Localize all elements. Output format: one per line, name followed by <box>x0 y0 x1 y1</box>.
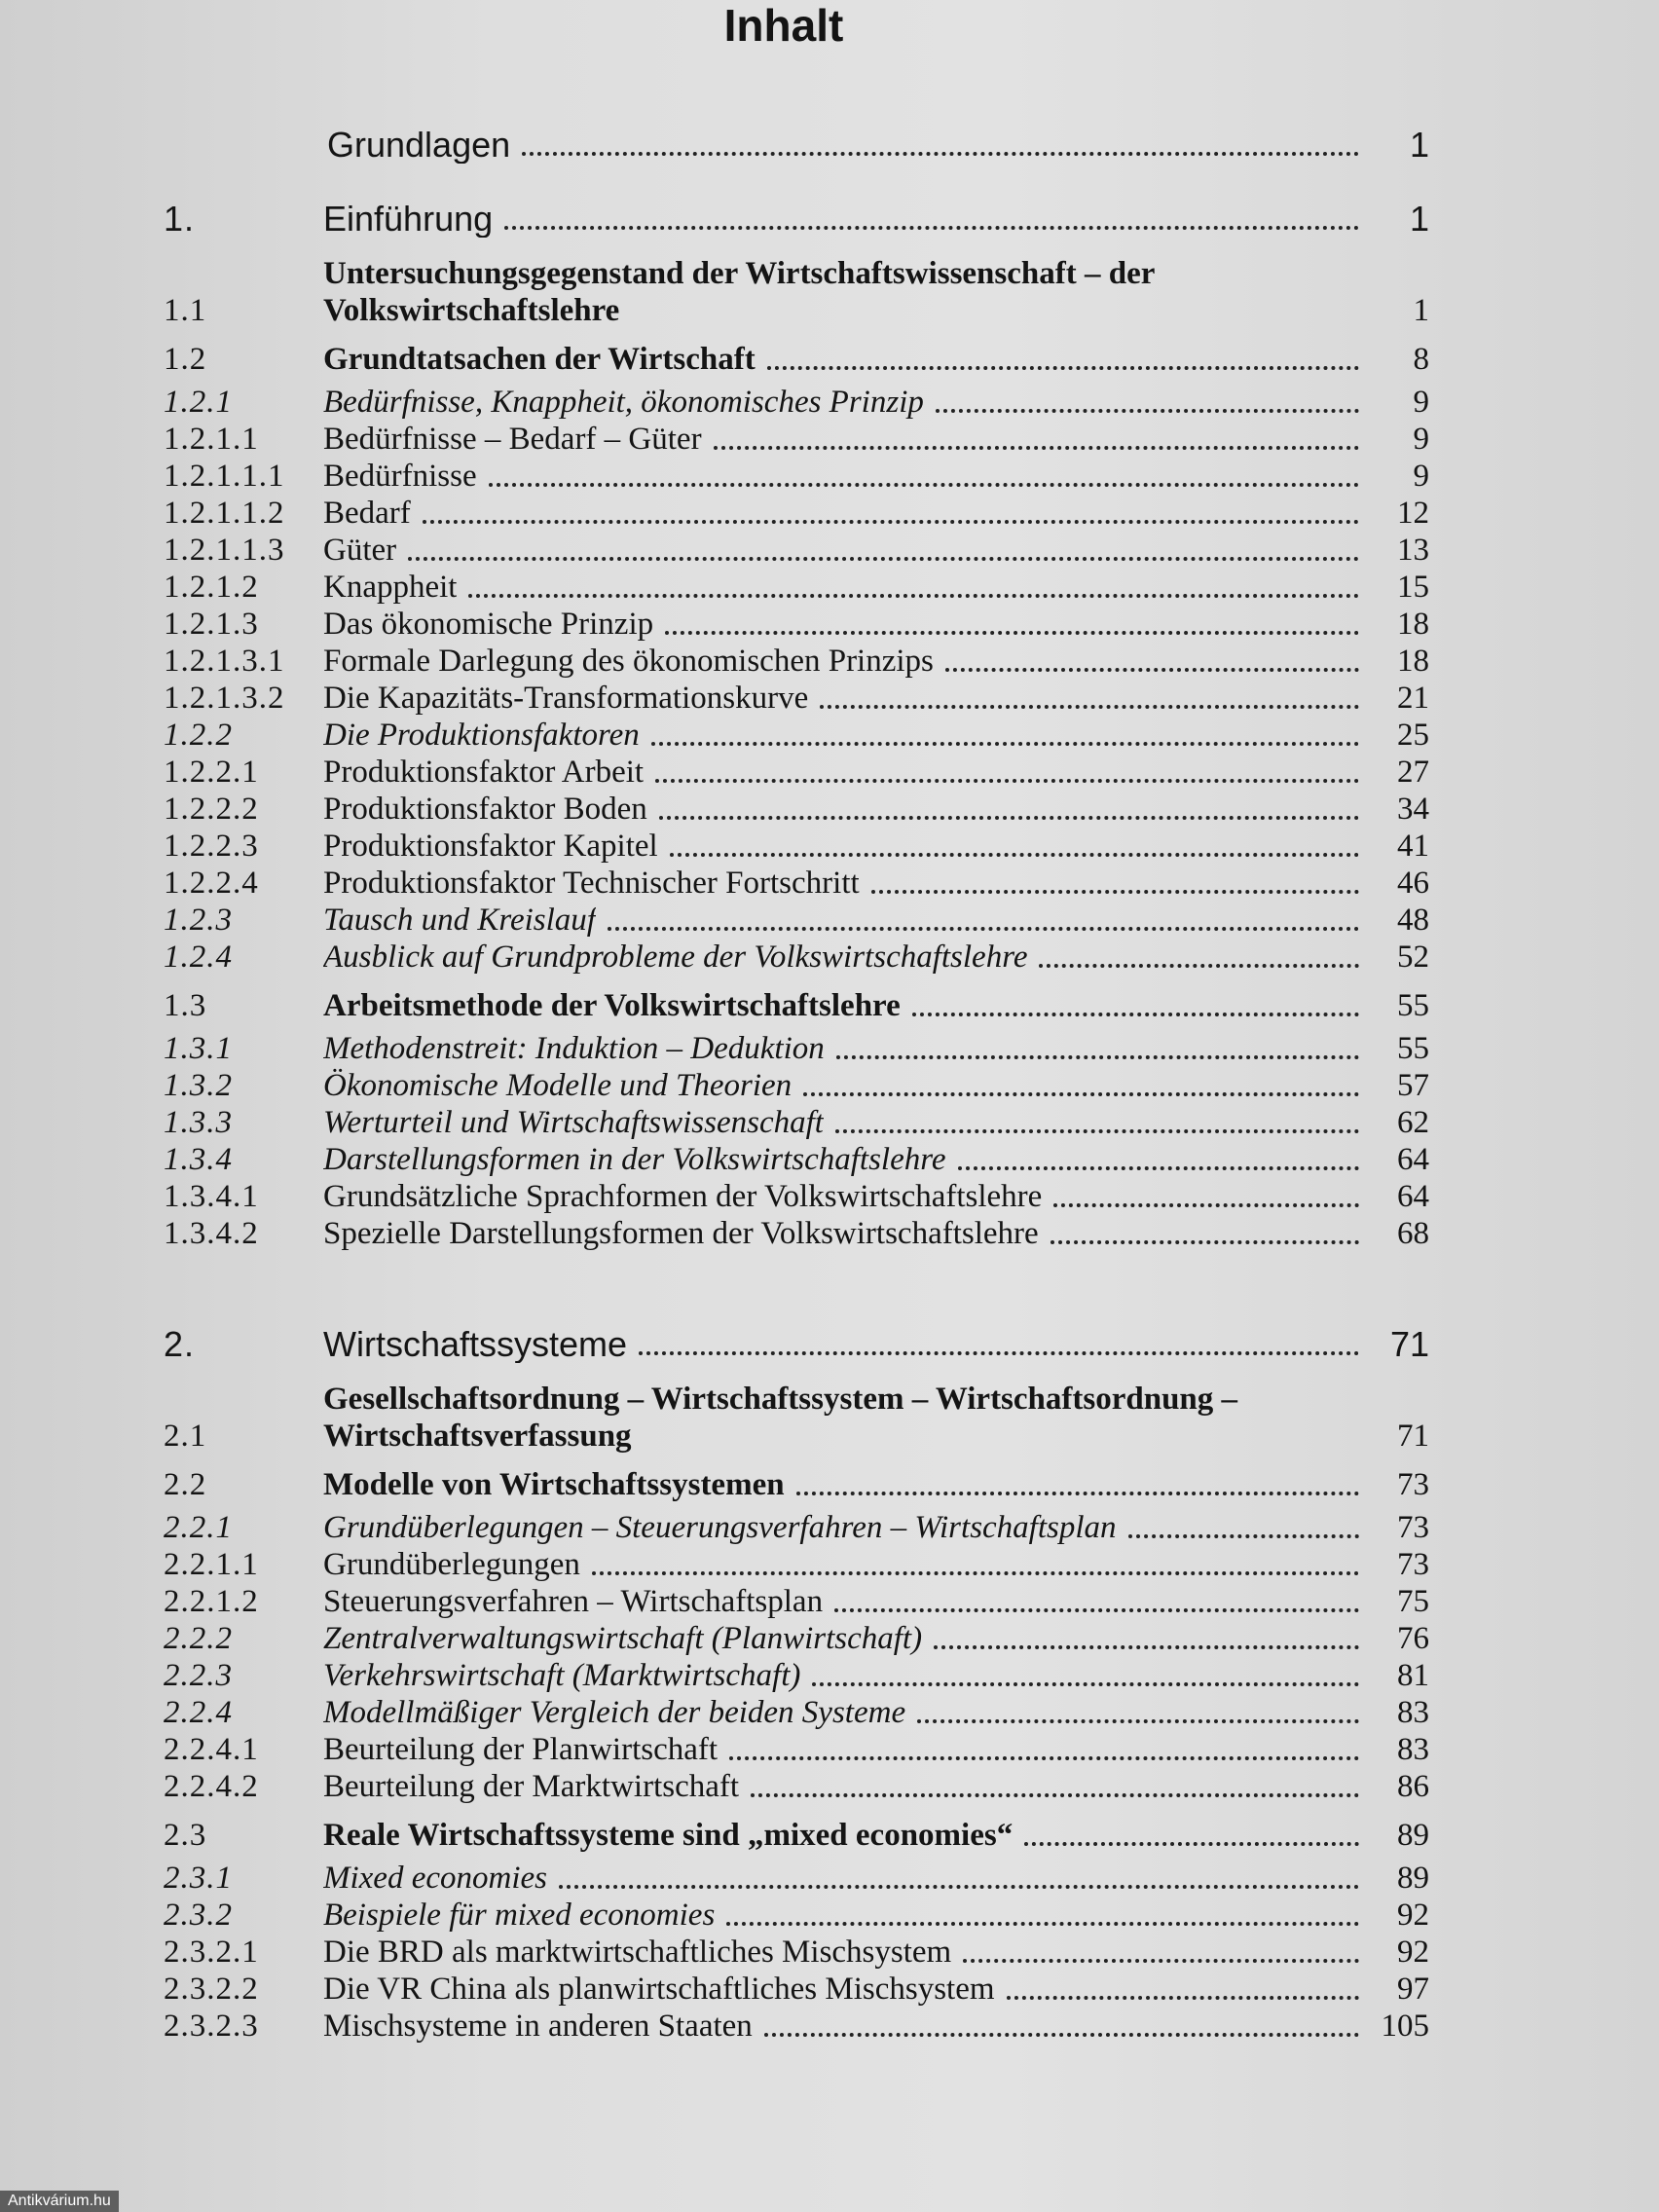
dot-leader <box>559 1885 1359 1889</box>
toc-entry <box>164 1215 1429 1252</box>
dot-leader <box>1053 1203 1359 1207</box>
toc-entry <box>164 1030 1429 1067</box>
toc-entry-title: Bedarf <box>323 496 411 531</box>
toc-entry-title: Produktionsfaktor Kapitel <box>323 829 658 864</box>
dot-leader <box>608 927 1359 931</box>
toc-entry-page: 62 <box>1397 1105 1429 1140</box>
toc-entry-number: 1.3.4.1 <box>164 1179 259 1214</box>
toc-entry-page: 92 <box>1397 1935 1429 1970</box>
dot-leader <box>912 1013 1359 1016</box>
toc-entry <box>164 902 1429 939</box>
toc-entry-title: Arbeitsmethode der Volkswirtschaftslehre <box>323 988 901 1023</box>
toc-entry-title: Bedürfnisse <box>323 459 477 494</box>
toc-entry <box>164 1067 1429 1104</box>
toc-entry <box>164 680 1429 717</box>
toc-entry-title: Zentralverwaltungswirtschaft (Planwirtschaft) <box>323 1621 923 1656</box>
toc-entry <box>164 127 1429 164</box>
toc-entry-page: 89 <box>1397 1818 1429 1853</box>
toc-entry-page: 73 <box>1397 1547 1429 1582</box>
toc-entry-number: 1.2.2.3 <box>164 829 259 864</box>
toc-entry-page: 9 <box>1413 422 1429 457</box>
toc-entry <box>164 1897 1429 1934</box>
toc-entry-page: 89 <box>1397 1861 1429 1896</box>
toc-entry-title: Grundtatsachen der Wirtschaft <box>323 342 756 377</box>
toc-entry-number: 1.2.1 <box>164 385 233 420</box>
toc-entry-page: 75 <box>1397 1584 1429 1619</box>
toc-entry-title: Güter <box>323 533 397 568</box>
toc-entry-page: 18 <box>1397 607 1429 642</box>
dot-leader <box>820 705 1359 709</box>
toc-entry-number: 1.1 <box>164 293 207 328</box>
toc-entry-page: 64 <box>1397 1142 1429 1177</box>
toc-entry-number: 2.1 <box>164 1419 207 1454</box>
toc-entry <box>164 1326 1429 1363</box>
dot-leader <box>1128 1534 1359 1538</box>
toc-entry-page: 64 <box>1397 1179 1429 1214</box>
dot-leader <box>726 1922 1359 1926</box>
toc-entry-number: 2.3.2.1 <box>164 1935 259 1970</box>
toc-entry-title: Produktionsfaktor Boden <box>323 792 647 827</box>
toc-entry-page: 41 <box>1397 829 1429 864</box>
toc-entry <box>164 1583 1429 1620</box>
toc-entry-number: 2.3.2 <box>164 1898 233 1933</box>
toc-entry-page: 21 <box>1397 681 1429 716</box>
toc-entry-title: Grundüberlegungen – Steuerungsverfahren – Wirtschaftsplan <box>323 1510 1117 1545</box>
toc-entry-page: 97 <box>1397 1972 1429 2007</box>
toc-entry <box>164 1104 1429 1141</box>
toc-entry-title: Produktionsfaktor Technischer Fortschritt <box>323 866 860 901</box>
toc-entry-page: 73 <box>1397 1467 1429 1502</box>
toc-entry <box>164 569 1429 606</box>
toc-entry-number: 2.2.1.2 <box>164 1584 259 1619</box>
toc-entry-number: 1.2.1.3.2 <box>164 681 285 716</box>
dot-leader <box>714 446 1359 450</box>
toc-entry-number: 1.2.1.3 <box>164 607 259 642</box>
toc-entry <box>164 1971 1429 2008</box>
toc-entry <box>164 987 1429 1024</box>
dot-leader <box>651 742 1359 746</box>
toc-entry-number: 1.2.1.2 <box>164 570 259 605</box>
toc-entry-page: 71 <box>1397 1419 1429 1454</box>
toc-entry-page: 68 <box>1397 1216 1429 1251</box>
toc-entry-number: 2.3.2.3 <box>164 2009 259 2044</box>
dot-leader <box>423 520 1359 524</box>
toc-entry-title: Modelle von Wirtschaftssystemen <box>323 1467 785 1502</box>
toc-entry <box>164 1466 1429 1503</box>
toc-entry <box>164 201 1429 238</box>
toc-entry-page: 71 <box>1389 1324 1429 1364</box>
dot-leader <box>1039 964 1359 968</box>
toc-entry-number: 1.2.2 <box>164 718 233 753</box>
toc-entry-number: 2.3.2.2 <box>164 1972 259 2007</box>
toc-entry-title: Spezielle Darstellungsformen der Volkswirtschaftslehre <box>323 1216 1039 1251</box>
toc-entry-title: Modellmäßiger Vergleich der beiden Systeme <box>323 1695 906 1730</box>
toc-entry-title: Die Produktionsfaktoren <box>323 718 640 753</box>
dot-leader <box>489 483 1359 487</box>
toc-entry-title: Grundüberlegungen <box>323 1547 580 1582</box>
toc-entry-page: 55 <box>1397 988 1429 1023</box>
toc-entry-number: 2.2.1 <box>164 1510 233 1545</box>
dot-leader <box>812 1682 1359 1686</box>
dot-leader <box>1007 1996 1359 2000</box>
toc-entry <box>164 1731 1429 1768</box>
dot-leader <box>836 1055 1359 1059</box>
toc-entry <box>164 1509 1429 1546</box>
toc-entry-title: Verkehrswirtschaft (Marktwirtschaft) <box>323 1658 801 1693</box>
toc-entry <box>164 1178 1429 1215</box>
toc-entry-number: 2. <box>164 1324 196 1364</box>
toc-entry <box>164 341 1429 378</box>
toc-entry-title: Darstellungsformen in der Volkswirtschaftslehre <box>323 1142 946 1177</box>
toc-entry <box>164 643 1429 680</box>
dot-leader <box>1051 1240 1359 1244</box>
toc-entry-page: 48 <box>1397 903 1429 938</box>
dot-leader <box>665 631 1359 635</box>
toc-entry-number: 1.3.3 <box>164 1105 233 1140</box>
toc-entry <box>164 384 1429 421</box>
dot-leader <box>659 816 1359 820</box>
dot-leader <box>958 1166 1359 1170</box>
dot-leader <box>934 1645 1359 1649</box>
toc-entry <box>164 458 1429 495</box>
table-of-contents <box>164 127 1429 2045</box>
toc-entry <box>164 532 1429 569</box>
toc-entry-title: Grundlagen <box>327 127 511 164</box>
toc-entry-title: Die VR China als planwirtschaftliches Mischsystem <box>323 1972 995 2007</box>
toc-entry-title: Grundsätzliche Sprachformen der Volkswirtschaftslehre <box>323 1179 1043 1214</box>
toc-entry-title: Die Kapazitäts-Transformationskurve <box>323 681 809 716</box>
toc-entry-page: 92 <box>1397 1898 1429 1933</box>
toc-entry-page: 73 <box>1397 1510 1429 1545</box>
dot-leader <box>764 2033 1359 2037</box>
toc-entry-number: 1.3 <box>164 988 207 1023</box>
toc-entry <box>164 1694 1429 1731</box>
toc-entry-title: Beispiele für mixed economies <box>323 1898 716 1933</box>
toc-entry-page: 1 <box>1409 125 1429 165</box>
toc-entry-page: 52 <box>1397 940 1429 975</box>
toc-entry <box>164 421 1429 458</box>
toc-entry-page: 1 <box>1413 293 1429 328</box>
toc-entry-title: Bedürfnisse – Bedarf – Güter <box>323 422 702 457</box>
toc-entry <box>164 754 1429 791</box>
toc-entry <box>164 606 1429 643</box>
toc-entry-number: 1.3.4.2 <box>164 1216 259 1251</box>
toc-entry <box>164 1860 1429 1897</box>
toc-entry-number: 1.2.2.4 <box>164 866 259 901</box>
dot-leader <box>835 1129 1359 1133</box>
toc-entry-title: Beurteilung der Planwirtschaft <box>323 1732 719 1767</box>
toc-entry-title: Mischsysteme in anderen Staaten <box>323 2009 753 2044</box>
page-title: Inhalt <box>723 0 844 51</box>
dot-leader <box>504 226 1359 230</box>
toc-entry-number: 1.2.1.1 <box>164 422 259 457</box>
toc-entry-title: Gesellschaftsordnung – Wirtschaftssystem – Wirtschaftsordnung – Wirtschaftsverfassung <box>323 1382 1238 1454</box>
toc-entry-title: Formale Darlegung des ökonomischen Prinzips <box>323 644 934 679</box>
toc-entry-title: Tausch und Kreislauf <box>323 903 596 938</box>
toc-entry <box>164 1381 1429 1455</box>
toc-entry-title: Ausblick auf Grundprobleme der Volkswirtschaftslehre <box>323 940 1028 975</box>
toc-entry <box>164 791 1429 828</box>
watermark-footer: Antikvárium.hu <box>0 2191 119 2212</box>
toc-entry-page: 55 <box>1397 1031 1429 1066</box>
dot-leader <box>1024 1842 1359 1846</box>
toc-entry-title: Wirtschaftssysteme <box>323 1326 628 1363</box>
toc-entry-number: 1.2.3 <box>164 903 233 938</box>
toc-entry-page: 8 <box>1413 342 1429 377</box>
toc-entry <box>164 1768 1429 1805</box>
toc-entry-number: 2.2.1.1 <box>164 1547 259 1582</box>
toc-entry-number: 2.2.4 <box>164 1695 233 1730</box>
toc-entry-number: 2.2.4.2 <box>164 1769 259 1804</box>
toc-entry-page: 57 <box>1397 1068 1429 1103</box>
toc-entry-page: 105 <box>1381 2009 1429 2044</box>
toc-entry-number: 1.3.1 <box>164 1031 233 1066</box>
toc-entry-page: 18 <box>1397 644 1429 679</box>
toc-entry-page: 9 <box>1413 459 1429 494</box>
dot-leader <box>834 1608 1359 1612</box>
dot-leader <box>639 1351 1359 1355</box>
toc-entry-page: 27 <box>1397 755 1429 790</box>
toc-entry-title: Produktionsfaktor Arbeit <box>323 755 645 790</box>
toc-entry <box>164 1546 1429 1583</box>
toc-entry <box>164 717 1429 754</box>
toc-entry-page: 83 <box>1397 1695 1429 1730</box>
toc-entry-number: 1.2.2.1 <box>164 755 259 790</box>
toc-entry-title: Die BRD als marktwirtschaftliches Mischsystem <box>323 1935 952 1970</box>
toc-entry-page: 76 <box>1397 1621 1429 1656</box>
toc-entry-title: Steuerungsverfahren – Wirtschaftsplan <box>323 1584 824 1619</box>
toc-entry-title: Methodenstreit: Induktion – Deduktion <box>323 1031 825 1066</box>
toc-entry-title: Untersuchungsgegenstand der Wirtschaftswissenschaft – der Volkswirtschaftslehre <box>323 256 1155 328</box>
toc-entry-number: 2.2.3 <box>164 1658 233 1693</box>
toc-entry-number: 2.3.1 <box>164 1861 233 1896</box>
toc-entry-title: Ökonomische Modelle und Theorien <box>323 1068 793 1103</box>
toc-entry-page: 86 <box>1397 1769 1429 1804</box>
dot-leader <box>655 779 1359 783</box>
toc-entry-number: 2.2 <box>164 1467 207 1502</box>
dot-leader <box>945 668 1359 672</box>
toc-entry-number: 1.2.1.1.3 <box>164 533 285 568</box>
dot-leader <box>408 557 1359 561</box>
toc-entry-number: 1.3.4 <box>164 1142 233 1177</box>
toc-entry-number: 1.2.2.2 <box>164 792 259 827</box>
toc-entry <box>164 255 1429 329</box>
toc-entry <box>164 1817 1429 1854</box>
toc-entry-number: 1.3.2 <box>164 1068 233 1103</box>
toc-entry-page: 9 <box>1413 385 1429 420</box>
toc-entry-title: Einführung <box>323 201 494 238</box>
toc-entry <box>164 495 1429 532</box>
toc-entry <box>164 1934 1429 1971</box>
toc-entry-page: 12 <box>1397 496 1429 531</box>
dot-leader <box>936 409 1359 413</box>
toc-entry-number: 1.2.1.3.1 <box>164 644 285 679</box>
dot-leader <box>751 1793 1359 1797</box>
toc-entry-page: 15 <box>1397 570 1429 605</box>
toc-entry-title: Reale Wirtschaftssysteme sind „mixed economies“ <box>323 1818 1014 1853</box>
toc-entry-title: Bedürfnisse, Knappheit, ökonomisches Prinzip <box>323 385 924 420</box>
toc-entry-page: 83 <box>1397 1732 1429 1767</box>
toc-entry-number: 1. <box>164 199 196 239</box>
toc-entry-number: 1.2.1.1.2 <box>164 496 285 531</box>
toc-entry-number: 1.2 <box>164 342 207 377</box>
dot-leader <box>729 1756 1359 1760</box>
toc-entry <box>164 865 1429 902</box>
dot-leader <box>871 890 1359 894</box>
toc-entry-page: 81 <box>1397 1658 1429 1693</box>
toc-entry-number: 1.2.1.1.1 <box>164 459 285 494</box>
chapter-gap <box>164 1252 1429 1316</box>
dot-leader <box>767 366 1359 370</box>
toc-entry-title: Das ökonomische Prinzip <box>323 607 654 642</box>
toc-entry-number: 1.2.4 <box>164 940 233 975</box>
toc-entry-number: 2.2.2 <box>164 1621 233 1656</box>
toc-entry <box>164 1657 1429 1694</box>
dot-leader <box>468 594 1359 598</box>
toc-entry-title: Werturteil und Wirtschaftswissenschaft <box>323 1105 824 1140</box>
toc-entry-page: 46 <box>1397 866 1429 901</box>
dot-leader <box>917 1719 1359 1723</box>
dot-leader <box>592 1571 1359 1575</box>
toc-entry-page: 34 <box>1397 792 1429 827</box>
dot-leader <box>803 1092 1359 1096</box>
toc-entry-page: 25 <box>1397 718 1429 753</box>
toc-entry <box>164 1620 1429 1657</box>
toc-entry <box>164 1141 1429 1178</box>
toc-entry <box>164 828 1429 865</box>
toc-entry-title: Mixed economies <box>323 1861 547 1896</box>
toc-entry <box>164 939 1429 976</box>
toc-entry <box>164 2008 1429 2045</box>
toc-entry-page: 1 <box>1409 199 1429 239</box>
dot-leader <box>670 853 1359 857</box>
dot-leader <box>522 152 1359 156</box>
toc-entry-page: 13 <box>1397 533 1429 568</box>
dot-leader <box>963 1959 1359 1963</box>
toc-entry-number: 2.2.4.1 <box>164 1732 259 1767</box>
toc-entry-number: 2.3 <box>164 1818 207 1853</box>
dot-leader <box>796 1492 1359 1495</box>
toc-entry-title: Beurteilung der Marktwirtschaft <box>323 1769 740 1804</box>
toc-entry-title: Knappheit <box>323 570 458 605</box>
